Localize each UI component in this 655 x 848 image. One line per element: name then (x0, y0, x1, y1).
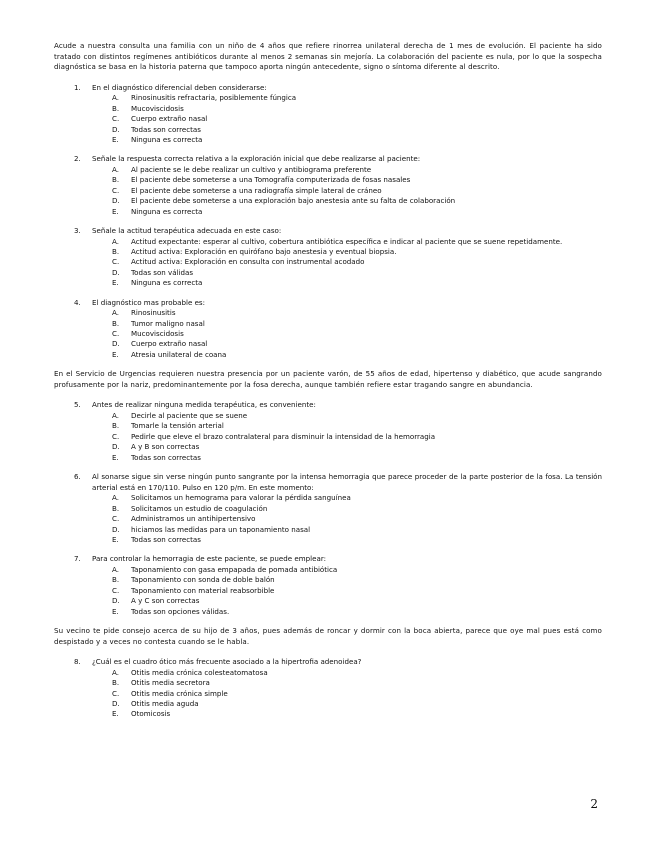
case-paragraph: Su vecino te pide consejo acerca de su hijo de 3 años, pues además de roncar y dormir con la boca abierta, parece que oye mal pues está como despistado y a veces no contesta cuando se le habla. (54, 625, 602, 646)
option-letter: E. (112, 606, 119, 616)
question-text: ¿Cuál es el cuadro ótico más frecuente asociado a la hipertrofia adenoidea? (92, 657, 362, 667)
question-number: 7. (74, 554, 81, 564)
option-letter: D. (112, 196, 120, 206)
answer-option (54, 186, 602, 196)
option-text: Otitis media secretora (131, 678, 210, 688)
question-number: 1. (74, 82, 81, 92)
answer-option (54, 308, 602, 318)
option-letter: A. (112, 564, 119, 574)
option-letter: E. (112, 452, 119, 462)
answer-option (54, 125, 602, 135)
option-text: Cuerpo extraño nasal (131, 114, 208, 124)
question (54, 83, 602, 146)
option-text: Todas son correctas (131, 534, 201, 544)
option-text: Tumor maligno nasal (131, 318, 205, 328)
option-letter: E. (112, 278, 119, 288)
question-number: 4. (74, 297, 81, 307)
question-number: 2. (74, 154, 81, 164)
answer-option (54, 319, 602, 329)
option-letter: C. (112, 431, 120, 441)
option-letter: D. (112, 339, 120, 349)
option-letter: B. (112, 175, 120, 185)
option-text: Actitud expectante: esperar al cultivo, cobertura antibiótica específica e indicar al paciente que se suene repetidamente. (131, 236, 563, 246)
option-text: Taponamiento con gasa empapada de pomada antibiótica (131, 564, 338, 574)
answer-option (54, 104, 602, 114)
option-letter: C. (112, 185, 120, 195)
answer-option (54, 565, 602, 575)
option-text: Otomicosis (131, 709, 171, 719)
option-letter: A. (112, 165, 119, 174)
question (54, 554, 602, 617)
question (54, 154, 602, 217)
question-text: Al sonarse sigue sin verse ningún punto sangrante por la intensa hemorragia que parece proceder de la parte posterior de la fosa. La tensión arterial está en 170/110. Pulso en 120 p/m. En este momento: (92, 472, 602, 492)
answer-option (54, 514, 602, 524)
question-number: 5. (74, 400, 81, 410)
question-number: 3. (74, 226, 81, 236)
option-letter: D. (112, 524, 120, 534)
option-letter: B. (112, 575, 120, 585)
option-text: Otitis media crónica simple (131, 688, 228, 698)
option-letter: C. (112, 114, 120, 124)
option-text: Al paciente se le debe realizar un cultivo y antibiograma preferente (131, 165, 372, 174)
answer-option (54, 329, 602, 339)
answer-option (54, 689, 602, 699)
option-text: Ninguna es correcta (131, 135, 203, 144)
option-text: Atresia unilateral de coana (131, 349, 227, 359)
option-letter: A. (112, 93, 119, 103)
document-page (54, 41, 602, 729)
option-letter: D. (112, 698, 120, 708)
option-text: Todas son correctas (131, 124, 201, 134)
answer-option (54, 575, 602, 585)
option-text: Ninguna es correcta (131, 206, 203, 216)
option-letter: A. (112, 308, 119, 318)
option-letter: B. (112, 247, 120, 257)
answer-option (54, 114, 602, 124)
answer-option (54, 350, 602, 360)
answer-option (54, 709, 602, 719)
option-text: Actitud activa: Exploración en quirófano bajo anestesia y eventual biopsia. (131, 247, 397, 257)
option-text: Taponamiento con sonda de doble balón (131, 575, 275, 585)
answer-option (54, 247, 602, 257)
question-number: 6. (74, 472, 81, 482)
option-letter: E. (112, 349, 119, 359)
answer-option (54, 237, 602, 247)
answer-option (54, 453, 602, 463)
answer-option (54, 93, 602, 103)
option-letter: E. (112, 206, 119, 216)
answer-option (54, 339, 602, 349)
answer-option (54, 504, 602, 514)
option-letter: B. (112, 318, 120, 328)
answer-option (54, 175, 602, 185)
answer-option (54, 596, 602, 606)
answer-option (54, 493, 602, 503)
option-text: Administramos un antihipertensivo (131, 514, 256, 524)
answer-option (54, 678, 602, 688)
option-letter: A. (112, 236, 119, 246)
answer-option (54, 196, 602, 206)
option-text: Taponamiento con material reabsorbible (131, 585, 275, 595)
option-letter: C. (112, 514, 120, 524)
answer-option (54, 278, 602, 288)
option-text: Solicitamos un hemograma para valorar la pérdida sanguínea (131, 493, 351, 503)
option-text: Ninguna es correcta (131, 278, 203, 288)
option-text: El paciente debe someterse a una Tomografía computerizada de fosas nasales (131, 175, 411, 185)
option-letter: C. (112, 585, 120, 595)
option-text: Decirle al paciente que se suene (131, 411, 248, 421)
option-list (54, 668, 602, 720)
option-text: Otitis media aguda (131, 698, 199, 708)
option-letter: E. (112, 534, 119, 544)
option-letter: A. (112, 667, 119, 677)
question-text: Señale la respuesta correcta relativa a la exploración inicial que debe realizarse al paciente: (92, 154, 421, 164)
answer-option (54, 442, 602, 452)
answer-option (54, 607, 602, 617)
option-list (54, 308, 602, 360)
option-letter: C. (112, 688, 120, 698)
option-letter: E. (112, 135, 119, 144)
answer-option (54, 525, 602, 535)
answer-option (54, 668, 602, 678)
option-letter: E. (112, 709, 119, 719)
question-text: En el diagnóstico diferencial deben considerarse: (92, 82, 267, 92)
question (54, 472, 602, 545)
option-list (54, 493, 602, 545)
answer-option (54, 699, 602, 709)
option-text: Rinosinusitis (131, 308, 176, 318)
answer-option (54, 165, 602, 175)
option-text: Mucoviscidosis (131, 329, 184, 339)
option-text: Mucoviscidosis (131, 103, 184, 113)
question-text: El diagnóstico mas probable es: (92, 297, 206, 307)
case-paragraph: Acude a nuestra consulta una familia con un niño de 4 años que refiere rinorrea unilateral derecha de 1 mes de evolución. El paciente ha sido tratado con distintos regímenes antibióticos durante al menos 2 semanas sin mejoría. La colaboración del paciente es nula, por lo que la sospecha diagnóstica se basa en la historia paterna que tampoco aporta ningún antecedente, signo o síntoma diferente al descrito. (54, 41, 602, 72)
option-letter: C. (112, 257, 120, 267)
answer-option (54, 207, 602, 217)
option-list (54, 411, 602, 463)
option-letter: B. (112, 678, 120, 688)
option-text: hiciamos las medidas para un taponamiento nasal (131, 524, 311, 534)
option-letter: D. (112, 124, 120, 134)
option-letter: C. (112, 329, 120, 339)
answer-option (54, 535, 602, 545)
option-text: Todas son correctas (131, 452, 201, 462)
option-letter: B. (112, 103, 120, 113)
option-text: Pedirle que eleve el brazo contralateral para disminuir la intensidad de la hemorragia (131, 431, 436, 441)
option-text: A y B son correctas (131, 442, 200, 452)
question (54, 298, 602, 361)
question (54, 657, 602, 720)
option-text: El paciente debe someterse a una exploración bajo anestesia ante su falta de colaboración (131, 196, 456, 206)
question (54, 226, 602, 289)
option-text: Otitis media crónica colesteatomatosa (131, 667, 268, 677)
answer-option (54, 135, 602, 145)
option-text: Rinosinusitis refractaria, posiblemente fúngica (131, 93, 297, 103)
option-text: Cuerpo extraño nasal (131, 339, 208, 349)
question (54, 400, 602, 463)
question-text: Antes de realizar ninguna medida terapéutica, es conveniente: (92, 400, 316, 410)
option-text: El paciente debe someterse a una radiografía simple lateral de cráneo (131, 185, 382, 195)
answer-option (54, 257, 602, 267)
answer-option (54, 268, 602, 278)
answer-option (54, 586, 602, 596)
answer-option (54, 432, 602, 442)
option-text: Solicitamos un estudio de coagulación (131, 503, 268, 513)
option-list (54, 237, 602, 289)
page-number: 2 (590, 797, 598, 811)
option-list (54, 565, 602, 617)
option-letter: B. (112, 421, 120, 431)
case-paragraph: En el Servicio de Urgencias requieren nuestra presencia por un paciente varón, de 55 años de edad, hipertenso y diabético, que acude sangrando profusamente por la nariz, predominantemente por la fosa derecha, aunque también refiere estar tragando sangre en abundancia. (54, 369, 602, 389)
option-letter: B. (112, 503, 120, 513)
option-list (54, 165, 602, 217)
option-list (54, 93, 602, 145)
answer-option (54, 421, 602, 431)
option-letter: D. (112, 596, 120, 606)
option-text: Todas son válidas (131, 267, 194, 277)
option-text: A y C son correctas (131, 596, 200, 606)
question-text: Para controlar la hemorragia de este paciente, se puede emplear: (92, 554, 327, 564)
option-letter: A. (112, 411, 119, 421)
option-letter: D. (112, 267, 120, 277)
question-number: 8. (74, 657, 81, 667)
question-text: Señale la actitud terapéutica adecuada en este caso: (92, 226, 282, 236)
option-text: Actitud activa: Exploración en consulta con instrumental acodado (131, 257, 365, 267)
option-letter: A. (112, 493, 119, 503)
option-text: Tomarle la tensión arterial (131, 421, 224, 431)
option-text: Todas son opciones válidas. (131, 606, 230, 616)
option-letter: D. (112, 442, 120, 452)
answer-option (54, 411, 602, 421)
